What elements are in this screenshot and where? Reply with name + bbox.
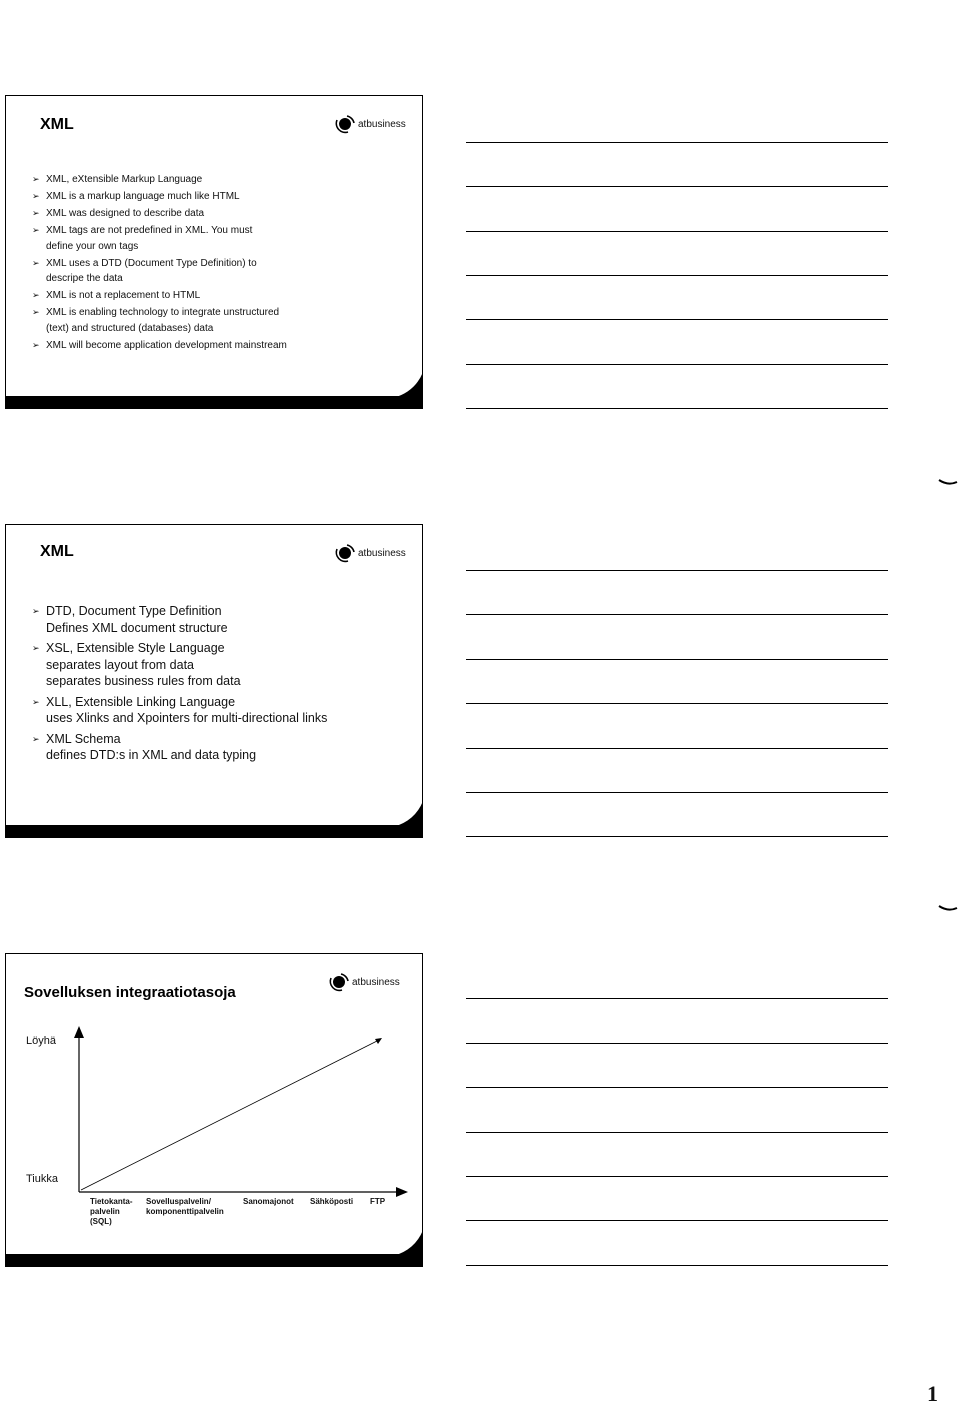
x-axis-arrow — [396, 1187, 408, 1197]
bullet-item — [32, 603, 402, 636]
page-curl — [393, 801, 423, 827]
bullet-text: XML is a markup language much like HTML — [46, 191, 240, 202]
y-axis-arrow — [74, 1026, 84, 1038]
bullet-arrow-icon: ➢ — [32, 290, 40, 300]
slide-title: XML — [40, 116, 74, 133]
bullet-item — [32, 189, 402, 205]
bullet-text: XML, eXtensible Markup Language — [46, 174, 203, 185]
bullet-arrow-icon: ➢ — [32, 225, 40, 235]
bullet-item — [32, 206, 402, 222]
category-label: FTP — [370, 1197, 386, 1206]
bullet-subtext: descripe the data — [46, 273, 123, 284]
atbusiness-logo-icon — [334, 543, 356, 563]
bullet-text: DTD, Document Type Definition — [46, 604, 222, 618]
bullet-item — [32, 694, 402, 727]
bullet-text: XML uses a DTD (Document Type Definition) to — [46, 257, 257, 269]
bullet-subtext: separates layout from data — [46, 657, 194, 672]
slide-3 — [5, 953, 423, 1267]
bullet-arrow-icon: ➢ — [32, 208, 40, 218]
slide-footer-bar — [6, 396, 422, 408]
bullet-subtext: uses Xlinks and Xpointers for multi-directional links — [46, 711, 328, 725]
integration-diagram — [6, 954, 424, 1268]
bullet-text: XML will become application development mainstream — [46, 339, 287, 351]
bullet-item — [32, 305, 402, 336]
bullet-item — [32, 288, 402, 304]
atbusiness-logo — [334, 543, 406, 563]
bullet-arrow-icon: ➢ — [32, 307, 40, 317]
slide-2 — [5, 524, 423, 838]
logo-text: atbusiness — [358, 547, 406, 559]
bullet-arrow-icon: ➢ — [32, 606, 40, 616]
bullet-arrow-icon: ➢ — [32, 191, 40, 201]
bullet-arrow-icon: ➢ — [32, 257, 40, 268]
page-number: 1 — [927, 1381, 938, 1406]
bullet-text: XML was designed to describe data — [46, 208, 205, 219]
bullet-arrow-icon: ➢ — [32, 733, 40, 744]
page-curl — [393, 372, 423, 398]
bullet-subtext: separates business rules from data — [46, 674, 241, 688]
scan-mark — [938, 478, 958, 486]
slide-1 — [5, 95, 423, 409]
bullet-list — [32, 603, 402, 768]
category-label: Sanomajonot — [243, 1197, 294, 1206]
bullet-text: XML is not a replacement to HTML — [46, 290, 201, 301]
bullet-item — [32, 223, 402, 254]
notes-lines-3 — [466, 0, 888, 1280]
trend-arrow — [375, 1038, 382, 1044]
bullet-arrow-icon: ➢ — [32, 339, 40, 350]
y-axis-top-label: Löyhä — [26, 1035, 56, 1047]
logo-text: atbusiness — [352, 976, 400, 988]
bullet-text: XML is enabling technology to integrate unstructured — [46, 307, 280, 318]
bullet-text: XLL, Extensible Linking Language — [46, 694, 236, 709]
bullet-subtext: defines DTD:s in XML and data typing — [46, 748, 257, 762]
bullet-list — [32, 172, 402, 355]
trend-line — [81, 1040, 379, 1190]
scan-mark — [938, 904, 958, 912]
logo-text: atbusiness — [358, 118, 406, 130]
bullet-item — [32, 731, 402, 764]
bullet-subtext: (text) and structured (databases) data — [46, 322, 214, 334]
y-axis-bottom-label: Tiukka — [26, 1173, 58, 1185]
bullet-text: XSL, Extensible Style Language — [46, 641, 225, 655]
slide-footer-bar — [6, 1254, 422, 1266]
bullet-subtext: Defines XML document structure — [46, 620, 228, 635]
page-curl — [393, 1230, 423, 1256]
bullet-item — [32, 256, 402, 287]
bullet-arrow-icon: ➢ — [32, 643, 40, 653]
bullet-item — [32, 338, 402, 354]
bullet-item — [32, 640, 402, 690]
bullet-arrow-icon: ➢ — [32, 174, 40, 184]
slide-footer-bar — [6, 825, 422, 837]
bullet-arrow-icon: ➢ — [32, 696, 40, 707]
category-label: Sähköposti — [310, 1197, 354, 1206]
category-label: Tietokanta- palvelin (SQL) — [90, 1197, 133, 1226]
category-label: Sovelluspalvelin/ komponenttipalvelin — [146, 1197, 224, 1216]
bullet-text: XML tags are not predefined in XML. You must — [46, 225, 253, 236]
bullet-subtext: define your own tags — [46, 240, 139, 252]
atbusiness-logo — [334, 114, 406, 134]
atbusiness-logo-icon — [334, 114, 356, 134]
bullet-text: XML Schema — [46, 731, 121, 746]
slide-title: Sovelluksen integraatiotasoja — [24, 984, 236, 1001]
slide-title: XML — [40, 543, 74, 560]
bullet-item — [32, 172, 402, 188]
